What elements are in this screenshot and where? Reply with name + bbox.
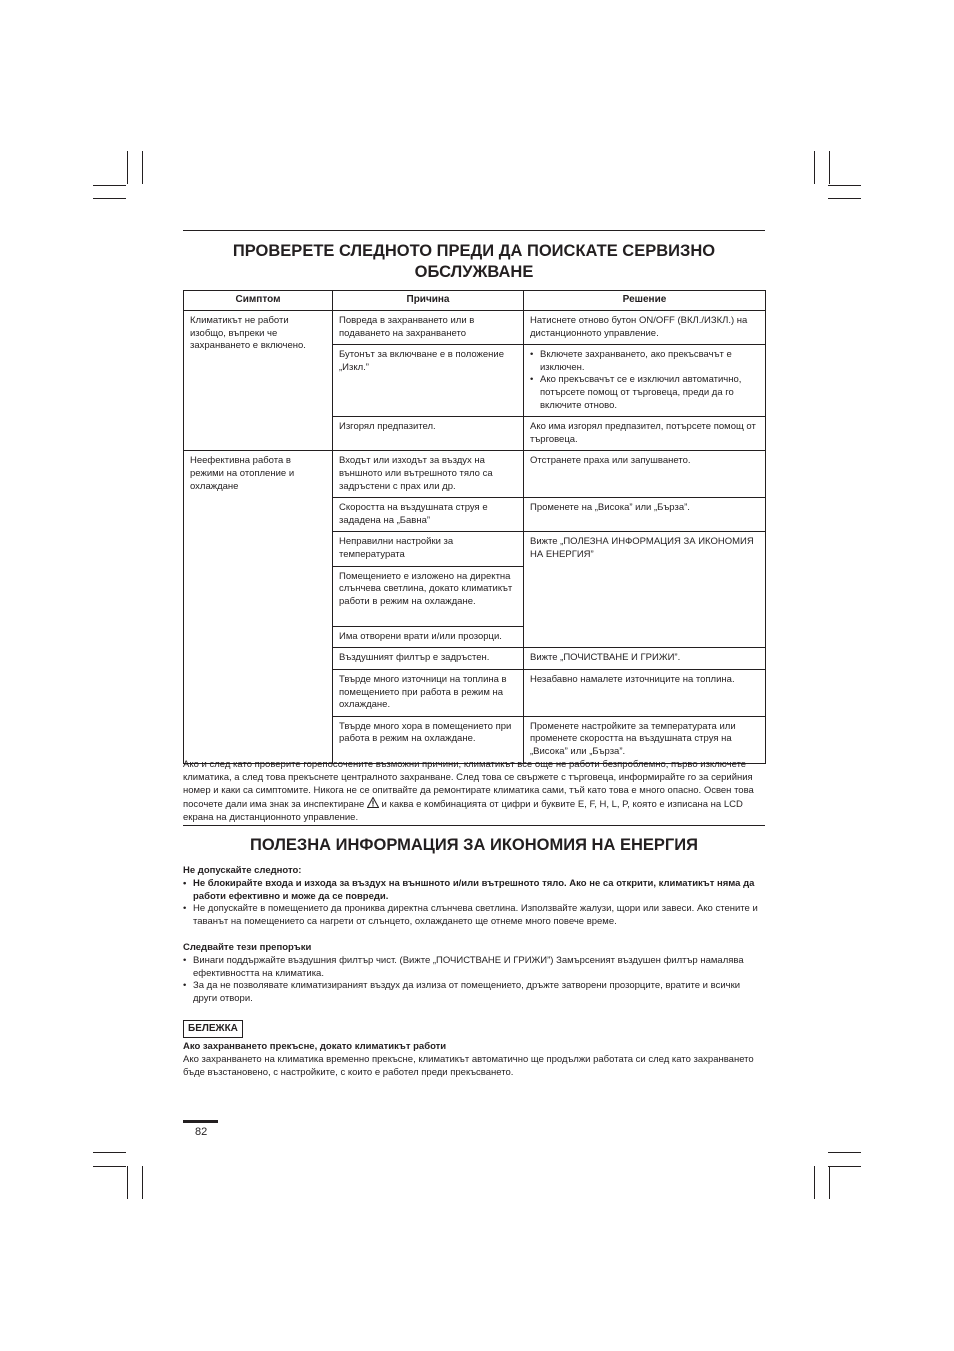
energy-title: ПОЛЕЗНА ИНФОРМАЦИЯ ЗА ИКОНОМИЯ НА ЕНЕРГИЯ xyxy=(250,836,698,854)
cause-cell: Бутонът за включване е в положение „Изкл.” xyxy=(333,345,524,417)
list-item: • Винаги поддържайте въздушния филтър чист. (Вижте „ПОЧИСТВАНЕ И ГРИЖИ”) Замърсеният въздушен филтър намалява ефективността на климатика. xyxy=(193,955,765,981)
solution-cell: Променете настройките за температурата или променете скоростта на въздушната струя на „Висока” или „Бърза”. xyxy=(524,716,766,763)
note-text: Ако захранването на климатика временно прекъсне, климатикът автоматично ще продължи работата си след като захранването бъде възстановено, с настройките, с които е работел преди прекъсването. xyxy=(183,1053,754,1078)
note-heading: Ако захранването прекъсне, докато климатикът работи xyxy=(183,1041,447,1052)
dont-heading: Не допускайте следното: xyxy=(183,865,302,876)
table-header-row xyxy=(184,291,766,311)
cause-cell: Твърде много хора в помещението при работа в режим на охлаждане. xyxy=(333,716,524,763)
cause-cell: Помещението е изложено на директна слънчева светлина, докато климатикът работи в режим на охлаждане. xyxy=(333,566,524,626)
top-rule xyxy=(183,230,765,231)
header-cause: Причина xyxy=(333,291,524,311)
cause-cell: Входът или изходът за въздух на външното или вътрешното тяло са задръстени с прах или др. xyxy=(333,451,524,498)
table-row xyxy=(184,451,766,498)
solution-cell: Натиснете отново бутон ON/OFF (ВКЛ./ИЗКЛ.) на дистанционното управление. xyxy=(524,311,766,345)
solution-cell: Отстранете праха или запушването. xyxy=(524,451,766,498)
cause-cell: Скоростта на въздушната струя е зададена на „Бавна” xyxy=(333,498,524,532)
troubleshoot-title: ПРОВЕРЕТЕ СЛЕДНОТО ПРЕДИ ДА ПОИСКАТЕ СЕРВИЗНО ОБСЛУЖВАНЕ xyxy=(232,242,716,281)
cause-cell: Повреда в захранването или в подаването на захранването xyxy=(333,311,524,345)
note-section xyxy=(183,1041,765,1079)
solution-cell xyxy=(524,345,766,417)
list-item: • За да не позволявате климатизираният въздух да излиза от помещението, дръжте затворени прозорците, вратите и всички други отвори. xyxy=(193,980,765,1006)
cause-cell: Изгорял предпазител. xyxy=(333,417,524,451)
troubleshoot-table xyxy=(183,290,766,764)
symptom-cell: Неефективна работа в режими на отопление и охлаждане xyxy=(184,451,333,763)
note-label: БЕЛЕЖКА xyxy=(183,1020,243,1038)
table-row xyxy=(184,311,766,345)
solution-cell: Незабавно намалете източниците на топлина. xyxy=(524,670,766,717)
header-symptom: Симптом xyxy=(184,291,333,311)
solution-cell: Ако има изгорял предпазител, потърсете помощ от търговеца. xyxy=(524,417,766,451)
section-rule xyxy=(183,825,765,826)
cause-cell: Въздушният филтър е задръстен. xyxy=(333,648,524,670)
symptom-cell: Климатикът не работи изобщо, въпреки че захранването е включено. xyxy=(184,311,333,451)
header-solution: Решение xyxy=(524,291,766,311)
follow-heading: Следвайте тези препоръки xyxy=(183,942,312,953)
warning-triangle-icon xyxy=(367,797,379,808)
cause-cell: Има отворени врати и/или прозорци. xyxy=(333,626,524,648)
follow-section xyxy=(183,942,765,1006)
solution-cell: Вижте „ПОЧИСТВАНЕ И ГРИЖИ”. xyxy=(524,648,766,670)
solution-cell: Променете на „Висока” или „Бърза”. xyxy=(524,498,766,532)
solution-bullet: • Ако прекъсвачът се е изключил автоматично, потърсете помощ от търговеца, преди да го включите отново. xyxy=(540,374,759,412)
solution-bullet: • Включете захранването, ако прекъсвачът е изключен. xyxy=(540,349,759,374)
page-number: 82 xyxy=(195,1126,208,1138)
dont-section xyxy=(183,865,765,929)
page-number-bar xyxy=(183,1120,218,1123)
cause-cell: Твърде много източници на топлина в помещението при работа в режим на охлаждане. xyxy=(333,670,524,717)
solution-cell: Вижте „ПОЛЕЗНА ИНФОРМАЦИЯ ЗА ИКОНОМИЯ НА ЕНЕРГИЯ” xyxy=(524,532,766,648)
cause-cell: Неправилни настройки за температурата xyxy=(333,532,524,566)
list-item: • Не допускайте в помещението да прониква директна слънчева светлина. Използвайте жалузи, щори или завеси. Ако стените и таванът на помещението са нагрети от слънцето, охлаждането ще отнеме много повече време. xyxy=(193,903,765,929)
service-note-paragraph: Ако и след като проверите горепосочените възможни причини, климатикът все още не работи безпроблемно, първо изключете климатика, а след това прекъснете централното захранване. След това се свържете с търговеца, информирайте го за серийния номер и каки са симптомите. Никога не се опитвайте да ремонтирате климатика сами, тъй като това е много опасно. Освен това посочете дали има знак за инспектиране и каква е комбинацията от цифри и буквите E, F, H, L, P, която е изписана на LCD екрана на дистанционното управление. xyxy=(183,759,754,824)
list-item: • Не блокирайте входа и изхода за въздух на външното и/или вътрешното тяло. Ако не са открити, климатикът няма да работи ефективно и може да се повреди. xyxy=(193,878,765,904)
